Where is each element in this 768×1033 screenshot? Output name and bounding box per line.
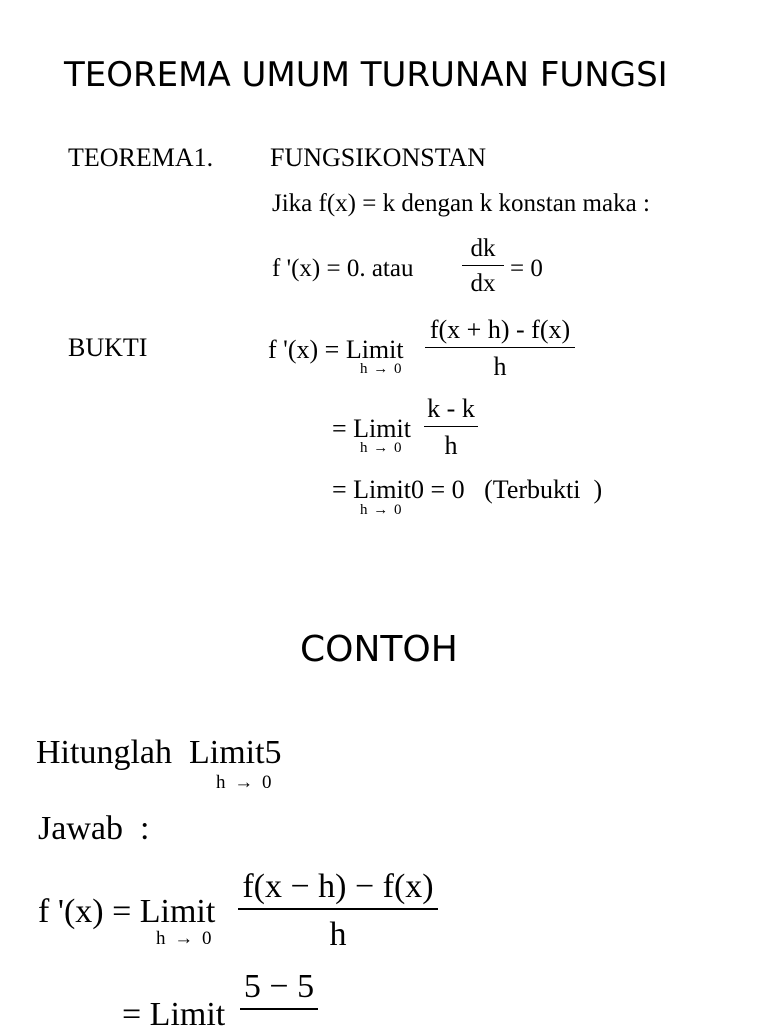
theorem-name: FUNGSIKONSTAN (270, 143, 487, 172)
limit-subscript: h → 0 (360, 440, 403, 456)
limit-subscript: h → 0 (360, 361, 403, 377)
slide-title: CONTOH (300, 629, 458, 670)
proof-line-1-fraction (425, 317, 575, 380)
fraction-denominator: h (444, 431, 458, 460)
fraction-numerator: f(x + h) - f(x) (429, 315, 571, 344)
fraction-numerator: 5 − 5 (243, 968, 315, 1005)
theorem-label: TEOREMA1. (68, 143, 214, 172)
dk-dx-rhs: = 0 (510, 255, 543, 282)
fraction-bar (240, 1008, 318, 1010)
answer-line-1-fraction (238, 870, 438, 952)
limit-subscript: h → 0 (216, 772, 274, 793)
proof-line-2-lhs: = Limit (332, 414, 411, 443)
fraction-numerator: dk (470, 235, 496, 262)
fraction-denominator: dx (470, 270, 496, 297)
answer-line-2-lhs: = Limit (122, 996, 226, 1033)
fraction-numerator: k - k (427, 394, 475, 423)
question: Hitunglah Limit5 (36, 734, 282, 771)
limit-subscript: h → 0 (156, 928, 214, 949)
dk-dx-fraction (462, 236, 504, 296)
proof-line-3: = Limit0 = 0 (Terbukti ) (332, 475, 603, 504)
fraction-denominator: h (493, 352, 507, 381)
limit-subscript: h → 0 (360, 502, 403, 518)
fraction-numerator: f(x − h) − f(x) (242, 868, 434, 905)
theorem-statement: Jika f(x) = k dengan k konstan maka : (272, 190, 650, 217)
slide-title: TEOREMA UMUM TURUNAN FUNGSI (64, 55, 668, 95)
result-lhs: f '(x) = 0. atau (272, 255, 414, 282)
answer-label: Jawab : (38, 810, 150, 847)
answer-line-1-lhs: f '(x) = Limit (38, 893, 216, 930)
fraction-denominator: h (329, 916, 347, 953)
answer-line-2-fraction (240, 970, 318, 1010)
proof-line-1-lhs: f '(x) = Limit (268, 335, 404, 364)
proof-label: BUKTI (68, 335, 148, 361)
proof-line-2-fraction (424, 396, 478, 459)
